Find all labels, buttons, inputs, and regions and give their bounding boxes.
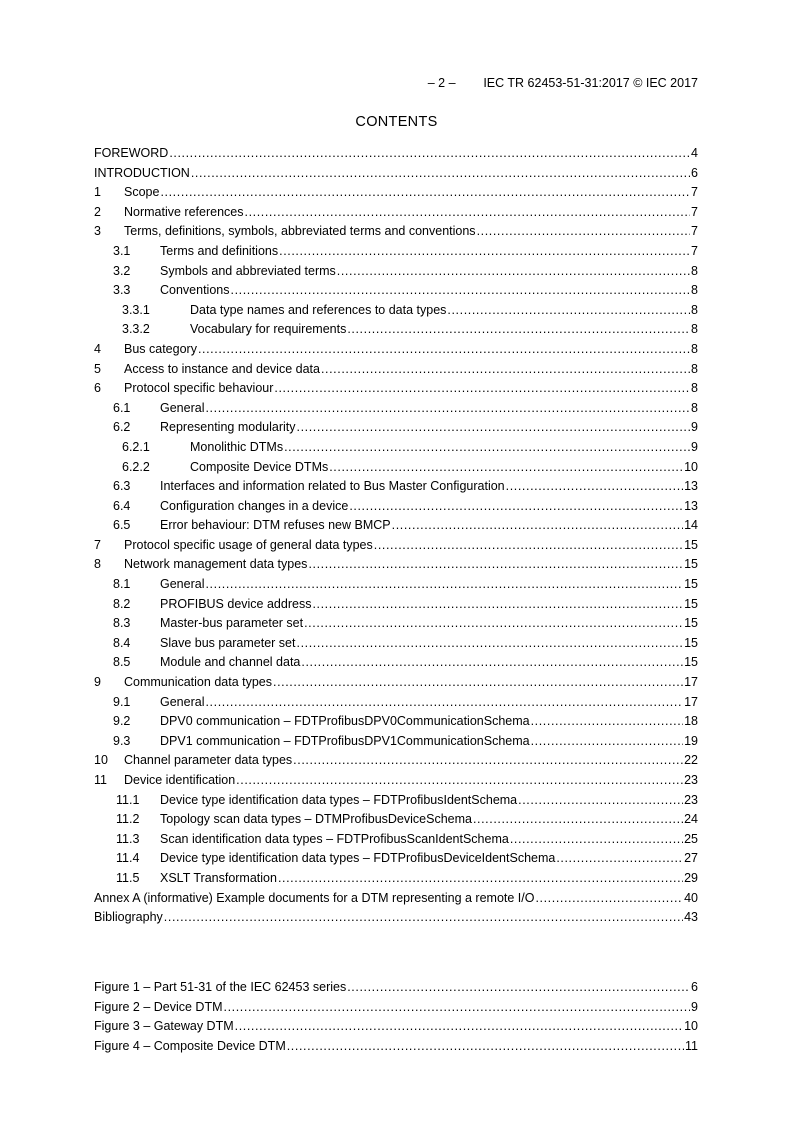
dot-leader xyxy=(347,978,690,998)
entry-page-number: 15 xyxy=(684,596,698,611)
entry-title: Monolithic DTMs xyxy=(190,439,284,454)
entry-title: INTRODUCTION xyxy=(94,165,190,180)
toc-entry[interactable] xyxy=(94,144,698,164)
toc-entry[interactable] xyxy=(94,673,698,693)
entry-number: 11.2 xyxy=(116,812,140,827)
entry-page-number: 17 xyxy=(684,694,698,709)
dot-leader xyxy=(297,418,691,438)
entry-page-number: 14 xyxy=(684,518,698,533)
dot-leader xyxy=(205,693,683,713)
entry-page-number: 43 xyxy=(684,910,698,925)
entry-title: General xyxy=(160,400,205,415)
entry-title: Protocol specific behaviour xyxy=(124,381,274,396)
entry-number: 6.2 xyxy=(113,420,131,435)
dot-leader xyxy=(477,222,690,242)
toc-entry[interactable] xyxy=(94,712,698,732)
toc-entry[interactable] xyxy=(94,399,698,419)
entry-page-number: 13 xyxy=(684,498,698,513)
entry-title: Scope xyxy=(124,185,160,200)
toc-entry[interactable] xyxy=(94,869,698,889)
entry-title: Conventions xyxy=(160,283,230,298)
toc-entry[interactable] xyxy=(94,242,698,262)
entry-title: Annex A (informative) Example documents for a DTM representing a remote I/O xyxy=(94,890,535,905)
entry-title: Composite Device DTMs xyxy=(190,459,329,474)
entry-number: 4 xyxy=(94,341,101,356)
entry-title: Error behaviour: DTM refuses new BMCP xyxy=(160,518,391,533)
dot-leader xyxy=(337,262,690,282)
entry-number: 6.2.2 xyxy=(122,459,150,474)
dot-leader xyxy=(287,1037,684,1057)
entry-title: General xyxy=(160,577,205,592)
entry-title: Figure 2 – Device DTM xyxy=(94,999,223,1014)
dot-leader xyxy=(510,830,683,850)
dot-leader xyxy=(392,516,683,536)
dot-leader xyxy=(301,653,683,673)
dot-leader xyxy=(304,614,683,634)
entry-title: XSLT Transformation xyxy=(160,870,277,885)
entry-number: 3.3 xyxy=(113,283,131,298)
dot-leader xyxy=(273,673,683,693)
entry-number: 2 xyxy=(94,204,101,219)
entry-page-number: 8 xyxy=(691,400,698,415)
entry-number: 8.1 xyxy=(113,577,131,592)
entry-number: 11.4 xyxy=(116,851,140,866)
entry-page-number: 10 xyxy=(684,459,698,474)
entry-number: 7 xyxy=(94,537,101,552)
entry-page-number: 10 xyxy=(684,1019,698,1034)
entry-title: Module and channel data xyxy=(160,655,301,670)
entry-page-number: 8 xyxy=(691,381,698,396)
entry-title: Bus category xyxy=(124,341,197,356)
toc-entry[interactable] xyxy=(94,203,698,223)
entry-number: 6.4 xyxy=(113,498,131,513)
entry-page-number: 8 xyxy=(691,341,698,356)
toc-entry[interactable] xyxy=(94,340,698,360)
entry-number: 6.1 xyxy=(113,400,131,415)
dot-leader xyxy=(297,634,684,654)
entry-title: Scan identification data types – FDTProfibusScanIdentSchema xyxy=(160,831,509,846)
toc-entry[interactable] xyxy=(94,183,698,203)
entry-number: 6.2.1 xyxy=(122,439,150,454)
toc-entry[interactable] xyxy=(94,516,698,536)
entry-title: Device type identification data types – FDTProfibusDeviceIdentSchema xyxy=(160,851,556,866)
entry-page-number: 9 xyxy=(691,420,698,435)
toc-entry[interactable] xyxy=(94,477,698,497)
entry-page-number: 7 xyxy=(691,204,698,219)
dot-leader xyxy=(198,340,690,360)
entry-title: Interfaces and information related to Bus Master Configuration xyxy=(160,479,505,494)
entry-page-number: 15 xyxy=(684,635,698,650)
toc-entry[interactable] xyxy=(94,262,698,282)
entry-number: 3.3.1 xyxy=(122,302,150,317)
toc-entry[interactable] xyxy=(94,360,698,380)
dot-leader xyxy=(284,438,690,458)
entry-title: Device type identification data types – FDTProfibusIdentSchema xyxy=(160,792,518,807)
toc-entry[interactable] xyxy=(94,791,698,811)
toc-entry[interactable] xyxy=(94,222,698,242)
entry-title: Figure 1 – Part 51-31 of the IEC 62453 series xyxy=(94,980,347,994)
entry-page-number: 15 xyxy=(684,537,698,552)
entry-title: Protocol specific usage of general data types xyxy=(124,537,373,552)
entry-number: 9 xyxy=(94,675,101,690)
entry-title: Figure 4 – Composite Device DTM xyxy=(94,1038,286,1053)
dot-leader xyxy=(321,360,690,380)
dot-leader xyxy=(347,320,690,340)
entry-number: 8.2 xyxy=(113,596,131,611)
dot-leader xyxy=(231,281,691,301)
entry-number: 5 xyxy=(94,361,101,376)
dot-leader xyxy=(245,203,691,223)
dot-leader xyxy=(447,301,690,321)
dot-leader xyxy=(274,379,690,399)
entry-number: 6.5 xyxy=(113,518,131,533)
toc-entry[interactable] xyxy=(94,536,698,556)
entry-title: DPV0 communication – FDTProfibusDPV0CommunicationSchema xyxy=(160,714,530,729)
toc-entry[interactable] xyxy=(94,555,698,575)
entry-number: 8 xyxy=(94,557,101,572)
entry-page-number: 27 xyxy=(684,851,698,866)
toc-entry[interactable] xyxy=(94,281,698,301)
table-of-contents xyxy=(94,144,698,928)
entry-page-number: 24 xyxy=(684,812,698,827)
entry-page-number: 23 xyxy=(684,792,698,807)
entry-title: FOREWORD xyxy=(94,146,169,160)
entry-page-number: 7 xyxy=(691,243,698,258)
entry-number: 1 xyxy=(94,185,101,200)
dot-leader xyxy=(236,771,683,791)
figure-entry[interactable] xyxy=(94,998,698,1018)
dot-leader xyxy=(191,164,690,184)
entry-page-number: 9 xyxy=(691,999,698,1014)
toc-entry[interactable] xyxy=(94,379,698,399)
dot-leader xyxy=(312,595,683,615)
toc-entry[interactable] xyxy=(94,889,698,909)
entry-title: Representing modularity xyxy=(160,420,296,435)
entry-title: Figure 3 – Gateway DTM xyxy=(94,1019,234,1034)
toc-entry[interactable] xyxy=(94,830,698,850)
entry-number: 6 xyxy=(94,381,101,396)
toc-entry[interactable] xyxy=(94,458,698,478)
entry-title: Network management data types xyxy=(124,557,308,572)
entry-title: PROFIBUS device address xyxy=(160,596,312,611)
list-of-figures xyxy=(94,978,698,1056)
entry-number: 10 xyxy=(94,753,108,768)
entry-page-number: 6 xyxy=(691,980,698,994)
entry-number: 8.4 xyxy=(113,635,131,650)
entry-number: 9.2 xyxy=(113,714,131,729)
entry-page-number: 8 xyxy=(691,322,698,337)
entry-title: Channel parameter data types xyxy=(124,753,293,768)
entry-page-number: 8 xyxy=(691,283,698,298)
toc-entry[interactable] xyxy=(94,438,698,458)
toc-entry[interactable] xyxy=(94,575,698,595)
entry-title: Access to instance and device data xyxy=(124,361,320,376)
entry-page-number: 7 xyxy=(691,185,698,200)
toc-entry[interactable] xyxy=(94,614,698,634)
toc-entry[interactable] xyxy=(94,164,698,184)
running-header xyxy=(0,76,698,90)
entry-page-number: 25 xyxy=(684,831,698,846)
entry-title: Configuration changes in a device xyxy=(160,498,349,513)
entry-page-number: 13 xyxy=(684,479,698,494)
entry-number: 11.3 xyxy=(116,831,140,846)
entry-page-number: 8 xyxy=(691,302,698,317)
toc-entry[interactable] xyxy=(94,301,698,321)
entry-number: 11.5 xyxy=(116,870,140,885)
dot-leader xyxy=(160,183,690,203)
entry-title: Topology scan data types – DTMProfibusDeviceSchema xyxy=(160,812,472,827)
page-number: – 2 – xyxy=(427,76,456,90)
toc-entry[interactable] xyxy=(94,908,698,928)
entry-title: Terms, definitions, symbols, abbreviated terms and conventions xyxy=(124,224,476,239)
dot-leader xyxy=(506,477,683,497)
dot-leader xyxy=(556,849,683,869)
toc-entry[interactable] xyxy=(94,771,698,791)
entry-title: Vocabulary for requirements xyxy=(190,322,347,337)
entry-page-number: 40 xyxy=(684,890,698,905)
entry-page-number: 7 xyxy=(691,224,698,239)
entry-number: 3 xyxy=(94,224,101,239)
dot-leader xyxy=(518,791,683,811)
dot-leader xyxy=(308,555,683,575)
toc-entry[interactable] xyxy=(94,497,698,517)
entry-number: 3.2 xyxy=(113,263,131,278)
entry-page-number: 9 xyxy=(691,439,698,454)
entry-page-number: 29 xyxy=(684,870,698,885)
entry-page-number: 8 xyxy=(691,361,698,376)
entry-title: Data type names and references to data types xyxy=(190,302,447,317)
toc-entry[interactable] xyxy=(94,653,698,673)
entry-page-number: 22 xyxy=(684,753,698,768)
entry-title: Bibliography xyxy=(94,910,163,925)
entry-number: 3.3.2 xyxy=(122,322,150,337)
entry-title: General xyxy=(160,694,205,709)
entry-number: 9.3 xyxy=(113,733,131,748)
entry-title: Device identification xyxy=(124,773,236,787)
dot-leader xyxy=(349,497,683,517)
entry-title: Normative references xyxy=(124,204,244,219)
dot-leader xyxy=(329,458,683,478)
toc-entry[interactable] xyxy=(94,418,698,438)
toc-entry[interactable] xyxy=(94,751,698,771)
entry-page-number: 15 xyxy=(684,577,698,592)
entry-number: 6.3 xyxy=(113,479,131,494)
dot-leader xyxy=(278,869,683,889)
entry-page-number: 4 xyxy=(691,146,698,160)
entry-page-number: 17 xyxy=(684,675,698,690)
contents-title: CONTENTS xyxy=(355,114,438,130)
entry-page-number: 15 xyxy=(684,655,698,670)
dot-leader xyxy=(169,144,690,164)
entry-title: DPV1 communication – FDTProfibusDPV1CommunicationSchema xyxy=(160,733,530,748)
entry-page-number: 11 xyxy=(685,1038,698,1053)
toc-entry[interactable] xyxy=(94,693,698,713)
toc-entry[interactable] xyxy=(94,595,698,615)
toc-entry[interactable] xyxy=(94,849,698,869)
figure-entry[interactable] xyxy=(94,1017,698,1037)
entry-page-number: 19 xyxy=(684,733,698,748)
document-reference: IEC TR 62453-51-31:2017 © IEC 2017 xyxy=(483,76,698,90)
dot-leader xyxy=(279,242,690,262)
toc-entry[interactable] xyxy=(94,634,698,654)
entry-page-number: 15 xyxy=(684,557,698,572)
dot-leader xyxy=(205,575,683,595)
entry-number: 9.1 xyxy=(113,694,131,709)
entry-title: Terms and definitions xyxy=(160,243,279,258)
figure-entry[interactable] xyxy=(94,1037,698,1057)
entry-title: Slave bus parameter set xyxy=(160,635,296,650)
dot-leader xyxy=(235,1017,683,1037)
dot-leader xyxy=(205,399,690,419)
toc-entry[interactable] xyxy=(94,732,698,752)
dot-leader xyxy=(374,536,683,556)
entry-page-number: 15 xyxy=(684,616,698,631)
entry-number: 8.3 xyxy=(113,616,131,631)
entry-number: 3.1 xyxy=(113,243,131,258)
toc-entry[interactable] xyxy=(94,810,698,830)
figure-entry[interactable] xyxy=(94,978,698,998)
dot-leader xyxy=(531,732,684,752)
entry-title: Communication data types xyxy=(124,675,272,690)
entry-title: Symbols and abbreviated terms xyxy=(160,263,336,278)
dot-leader xyxy=(224,998,691,1018)
dot-leader xyxy=(535,889,683,909)
entry-number: 11 xyxy=(94,773,107,787)
entry-number: 8.5 xyxy=(113,655,131,670)
toc-entry[interactable] xyxy=(94,320,698,340)
entry-page-number: 23 xyxy=(684,773,698,787)
entry-number: 11.1 xyxy=(116,792,140,807)
entry-title: Master-bus parameter set xyxy=(160,616,304,631)
dot-leader xyxy=(164,908,683,928)
dot-leader xyxy=(293,751,683,771)
dot-leader xyxy=(473,810,683,830)
entry-page-number: 6 xyxy=(691,165,698,180)
dot-leader xyxy=(531,712,684,732)
entry-page-number: 8 xyxy=(691,263,698,278)
entry-page-number: 18 xyxy=(684,714,698,729)
